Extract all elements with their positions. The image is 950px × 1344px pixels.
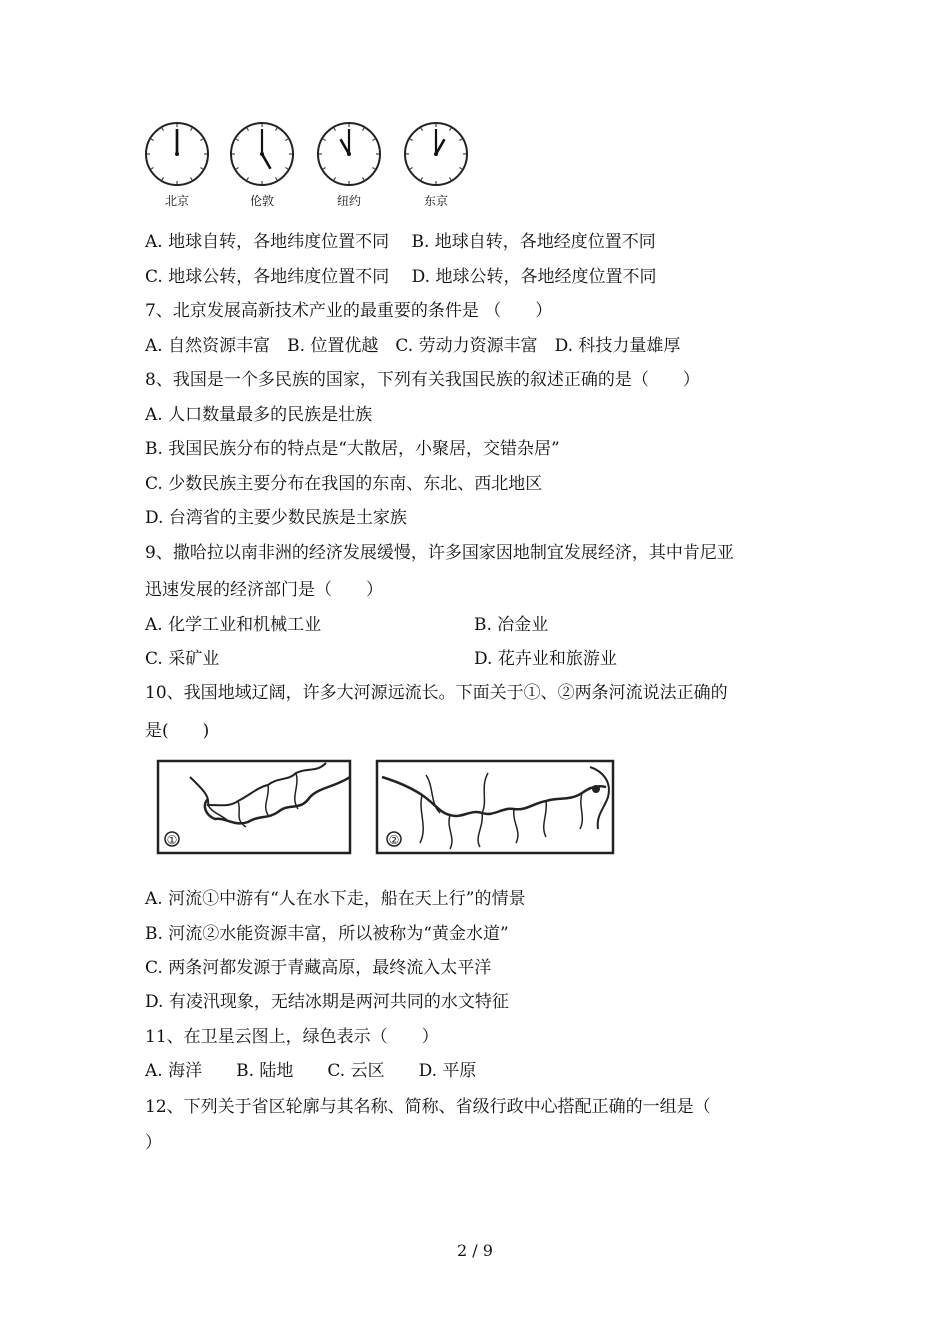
q9-option-a: A. 化学工业和机械工业	[145, 615, 322, 635]
q11-stem: 11、在卫星云图上，绿色表示（ ）	[145, 1027, 439, 1047]
q10-stem-line1: 10、我国地域辽阔，许多大河源远流长。下面关于①、②两条河流说法正确的	[145, 683, 728, 703]
map1-label: ①	[166, 833, 178, 847]
q7-options: A. 自然资源丰富 B. 位置优越 C. 劳动力资源丰富 D. 科技力量雄厚	[145, 336, 681, 356]
q12-stem-line2: ）	[145, 1133, 162, 1153]
q10-option-c: C. 两条河都发源于青藏高原，最终流入太平洋	[145, 958, 492, 978]
clock-face	[146, 123, 208, 185]
q7-stem: 7、北京发展高新技术产业的最重要的条件是 （ ）	[145, 301, 553, 321]
q8-stem: 8、我国是一个多民族的国家，下列有关我国民族的叙述正确的是（ ）	[145, 370, 700, 390]
clock-hour-hand	[341, 139, 350, 154]
q9-stem-line2: 迅速发展的经济部门是（ ）	[145, 580, 383, 600]
q8-option-b: B. 我国民族分布的特点是“大散居，小聚居，交错杂居”	[145, 439, 560, 459]
q10-option-b: B. 河流②水能资源丰富，所以被称为“黄金水道”	[145, 924, 509, 944]
q6-options-ab: A. 地球自转，各地纬度位置不同 B. 地球自转，各地经度位置不同	[145, 232, 656, 252]
page-number: 2 / 9	[457, 1241, 493, 1260]
q10-option-d: D. 有凌汛现象，无结冰期是两河共同的水文特征	[145, 992, 509, 1012]
river-maps-svg	[150, 757, 620, 857]
clock-label-london: 伦敦	[249, 194, 274, 208]
clock-face	[231, 123, 293, 185]
q8-option-a: A. 人口数量最多的民族是壮族	[145, 405, 373, 425]
q12-stem-line1: 12、下列关于省区轮廓与其名称、简称、省级行政中心搭配正确的一组是（	[145, 1097, 711, 1117]
clocks-figure	[140, 118, 480, 213]
q8-option-d: D. 台湾省的主要少数民族是土家族	[145, 508, 407, 528]
q10-stem-line2: 是( )	[145, 721, 210, 741]
clock-hour-hand	[436, 139, 445, 154]
clock-face	[318, 123, 380, 185]
clock-label-beijing: 北京	[164, 194, 189, 208]
clock-label-tokyo: 东京	[423, 194, 448, 208]
q9-option-c: C. 采矿业	[145, 649, 220, 669]
river-map-1	[158, 761, 350, 853]
clock-face	[405, 123, 467, 185]
q11-options: A. 海洋 B. 陆地 C. 云区 D. 平原	[145, 1061, 477, 1081]
q8-option-c: C. 少数民族主要分布在我国的东南、东北、西北地区	[145, 474, 543, 494]
q9-stem-line1: 9、撒哈拉以南非洲的经济发展缓慢，许多国家因地制宜发展经济，其中肯尼亚	[145, 543, 734, 563]
clock-label-newyork: 纽约	[336, 194, 361, 208]
river-map-2	[377, 761, 613, 853]
clocks-svg	[140, 118, 480, 190]
map2-label: ②	[388, 833, 400, 847]
q10-option-a: A. 河流①中游有“人在水下走，船在天上行”的情景	[145, 889, 526, 909]
q9-option-d: D. 花卉业和旅游业	[474, 649, 617, 669]
clock-hour-hand	[262, 154, 271, 169]
q6-options-cd: C. 地球公转，各地纬度位置不同 D. 地球公转，各地经度位置不同	[145, 267, 657, 287]
q9-option-b: B. 冶金业	[474, 615, 549, 635]
river-maps-figure	[150, 757, 620, 857]
